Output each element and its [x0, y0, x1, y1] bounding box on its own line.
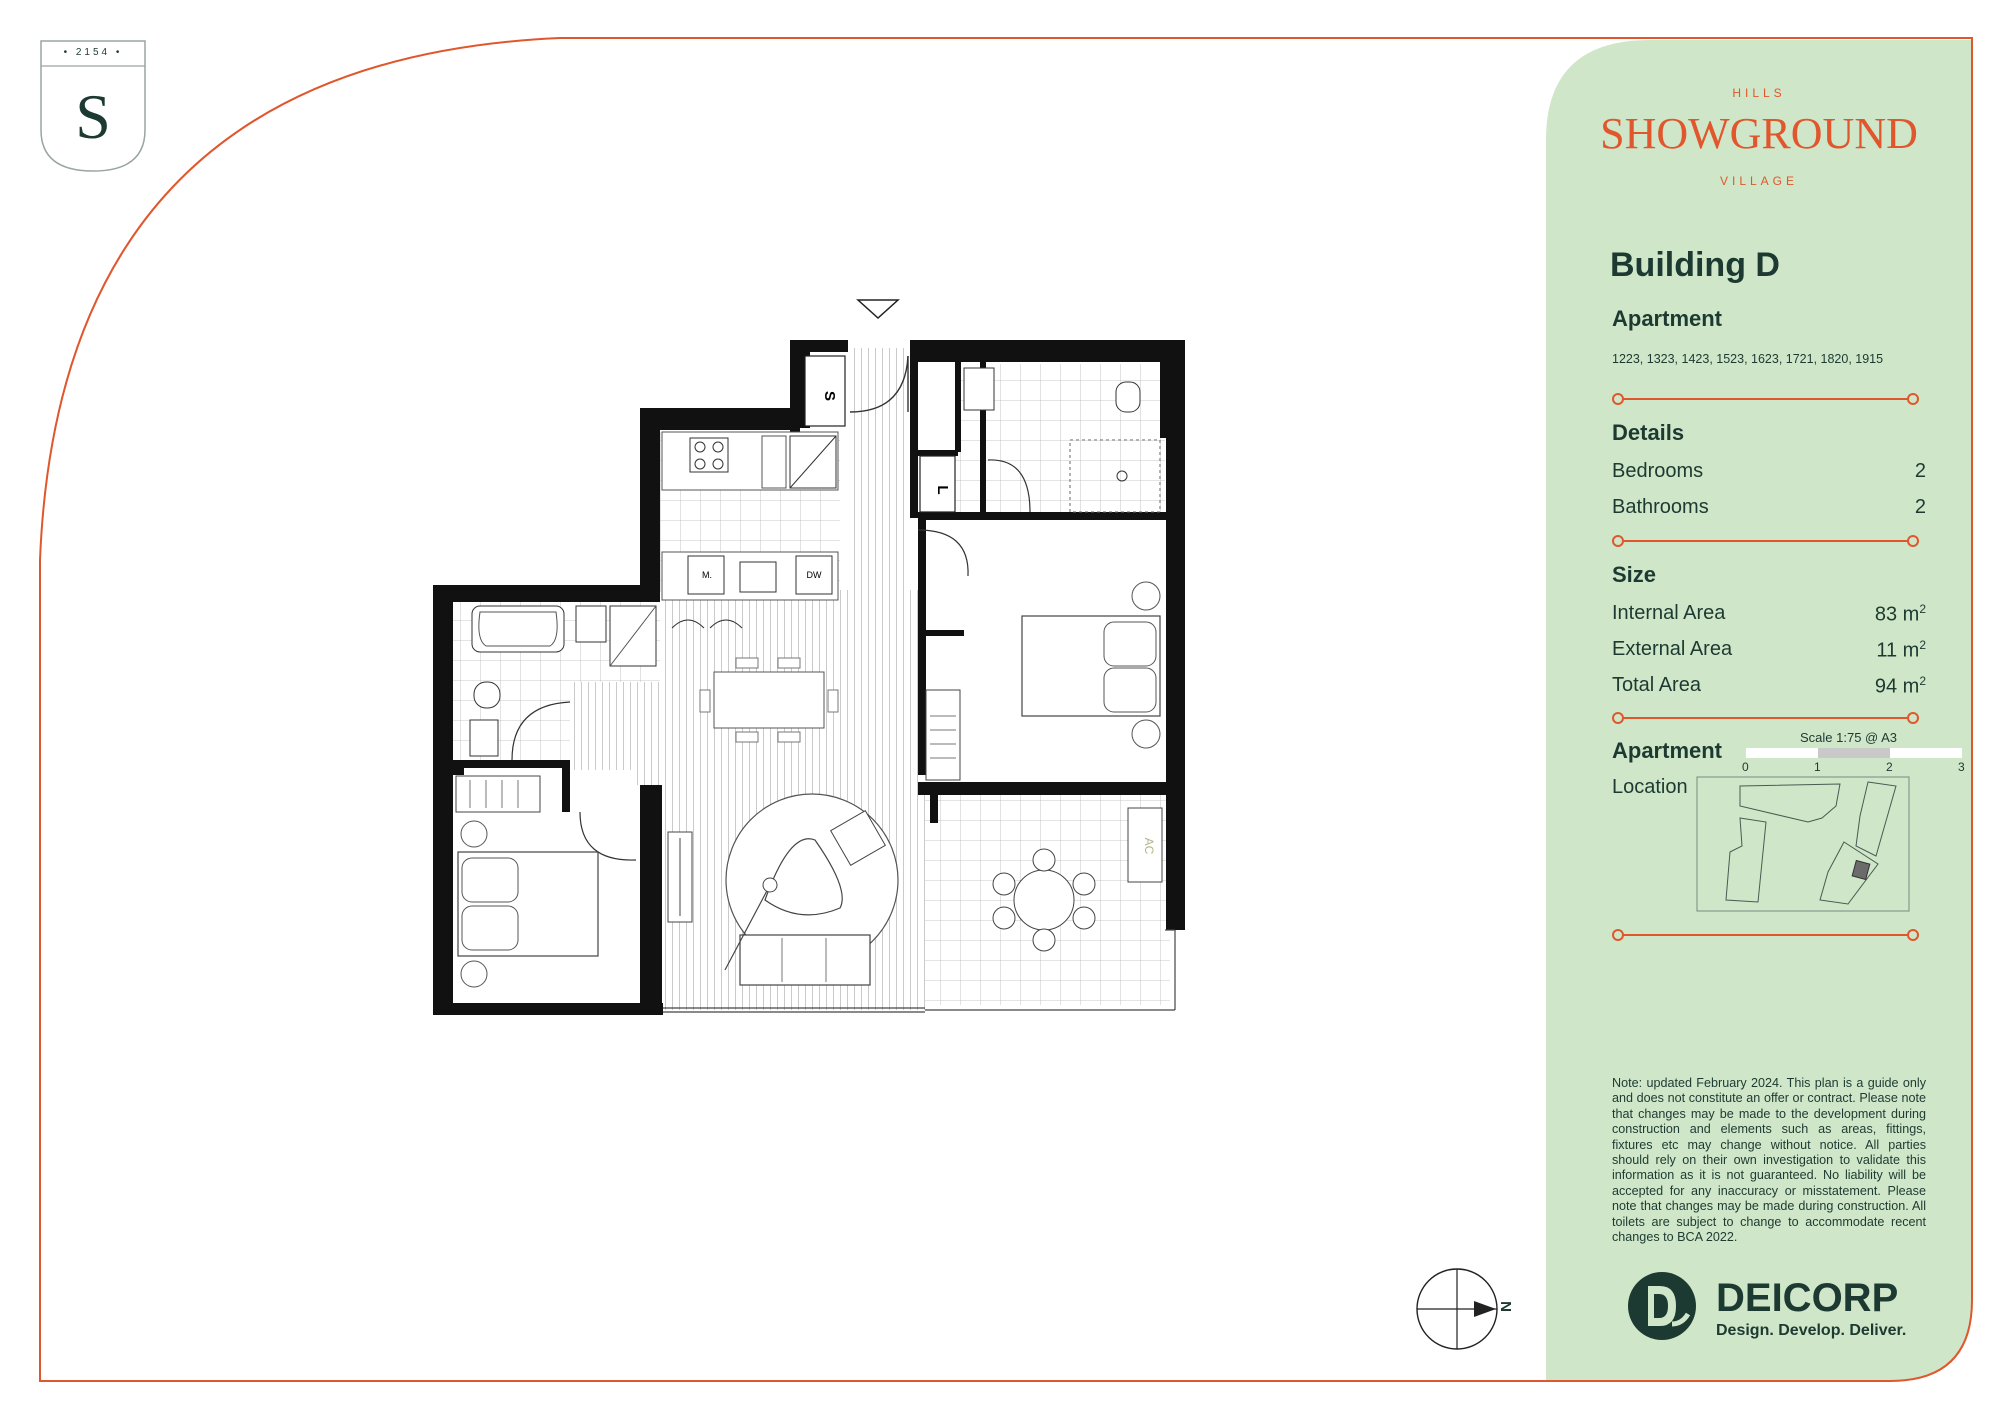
disclaimer-note: Note: updated February 2024. This plan is a guide only and does not constitute an offer or contract. Please note that changes may be made to the development during construction and elements such as areas, fittings, fixtures etc may change without notice. All parties should rely on their own investigation to validate this information as it is not guaranteed. No liability will be accepted for any inaccuracy or misstatement. Please note that changes may be made during construction. All toilets are subject to change to accommodate recent changes to BCA 2022.: [1612, 1076, 1926, 1245]
linen-cupboard: [920, 456, 955, 512]
brand-bottom: VILLAGE: [1719, 174, 1799, 188]
details-value-bathrooms: 2: [1914, 496, 1926, 518]
apartment-heading: Apartment: [1612, 306, 1723, 331]
size-unit: m: [1902, 675, 1920, 698]
scale-tick: 0: [1742, 760, 1749, 774]
developer-tagline: Design. Develop. Deliver.: [1716, 1322, 1907, 1339]
wardrobe: [456, 776, 540, 812]
size-value-internal: [1846, 602, 1926, 627]
scale-label: Scale 1:75 @ A3: [1800, 730, 1898, 745]
scale-tick: 1: [1814, 760, 1821, 774]
location-site-map: [1696, 776, 1914, 914]
separator: [1612, 392, 1919, 406]
scale-tick: 2: [1886, 760, 1893, 774]
pantry: [762, 436, 786, 488]
brand-top: HILLS: [1732, 86, 1786, 100]
scale-tick: 3: [1958, 760, 1965, 774]
apartment-numbers: 1223, 1323, 1423, 1523, 1623, 1721, 1820, 1915: [1612, 352, 1884, 366]
vanity-icon: [470, 720, 498, 756]
dishwasher-label: DW: [806, 570, 822, 580]
toilet-icon: [474, 682, 500, 708]
bedside-table: [1132, 582, 1160, 610]
bedside-table: [461, 961, 487, 987]
location-subheading: Location: [1612, 776, 1688, 798]
entry-arrow-icon: [858, 300, 898, 318]
size-label-internal: Internal Area: [1612, 602, 1726, 624]
badge-letter: S: [75, 81, 111, 152]
wardrobe: [926, 690, 960, 780]
size-label-total: Total Area: [1612, 674, 1701, 696]
size-number: 94: [1874, 675, 1898, 698]
bedside-table: [1132, 720, 1160, 748]
size-value-total: [1846, 674, 1926, 699]
ensuite-vanity: [964, 368, 994, 410]
compass-north-label: N: [1496, 1301, 1514, 1312]
badge-number: • 2154 •: [63, 47, 123, 58]
separator: [1612, 534, 1919, 548]
sofa: [740, 935, 870, 985]
separator: [1612, 928, 1919, 942]
building-letter: D: [1755, 246, 1780, 284]
dining-table: [714, 672, 824, 728]
size-value-external: [1846, 638, 1926, 663]
developer-logo-icon: [1626, 1270, 1698, 1342]
size-number: 83: [1874, 603, 1898, 626]
details-label-bedrooms: Bedrooms: [1612, 460, 1704, 482]
building-label: Building: [1610, 246, 1746, 284]
size-unit-sup: 2: [1919, 602, 1926, 616]
size-label-external: External Area: [1612, 638, 1733, 660]
bathtub-icon: [472, 606, 564, 652]
floor-hall: [570, 680, 662, 785]
size-unit-sup: 2: [1919, 638, 1926, 652]
developer-name: DEICORP: [1716, 1276, 1899, 1320]
storage-label: S: [821, 390, 838, 402]
linen-label: L: [934, 485, 951, 495]
location-heading: Apartment: [1612, 738, 1723, 763]
sink-icon: [740, 562, 776, 592]
ac-label: AC: [1142, 837, 1156, 855]
separator: [1612, 711, 1919, 725]
size-unit: m: [1902, 603, 1920, 626]
details-heading: Details: [1612, 420, 1685, 445]
ensuite-toilet-icon: [1116, 382, 1140, 412]
bedside-table: [461, 821, 487, 847]
details-value-bedrooms: 2: [1914, 460, 1926, 482]
size-number: 11: [1876, 639, 1898, 662]
scale-bar: [1746, 748, 1962, 758]
size-unit: m: [1902, 639, 1920, 662]
building-title: [1610, 246, 1780, 285]
details-label-bathrooms: Bathrooms: [1612, 496, 1709, 518]
size-unit-sup: 2: [1919, 674, 1926, 688]
laundry-tub: [576, 606, 606, 642]
brand-name: SHOWGROUND: [1600, 109, 1918, 158]
microwave-label: M.: [702, 570, 712, 580]
apartment-location-marker: [1852, 860, 1870, 879]
size-heading: Size: [1612, 562, 1657, 587]
